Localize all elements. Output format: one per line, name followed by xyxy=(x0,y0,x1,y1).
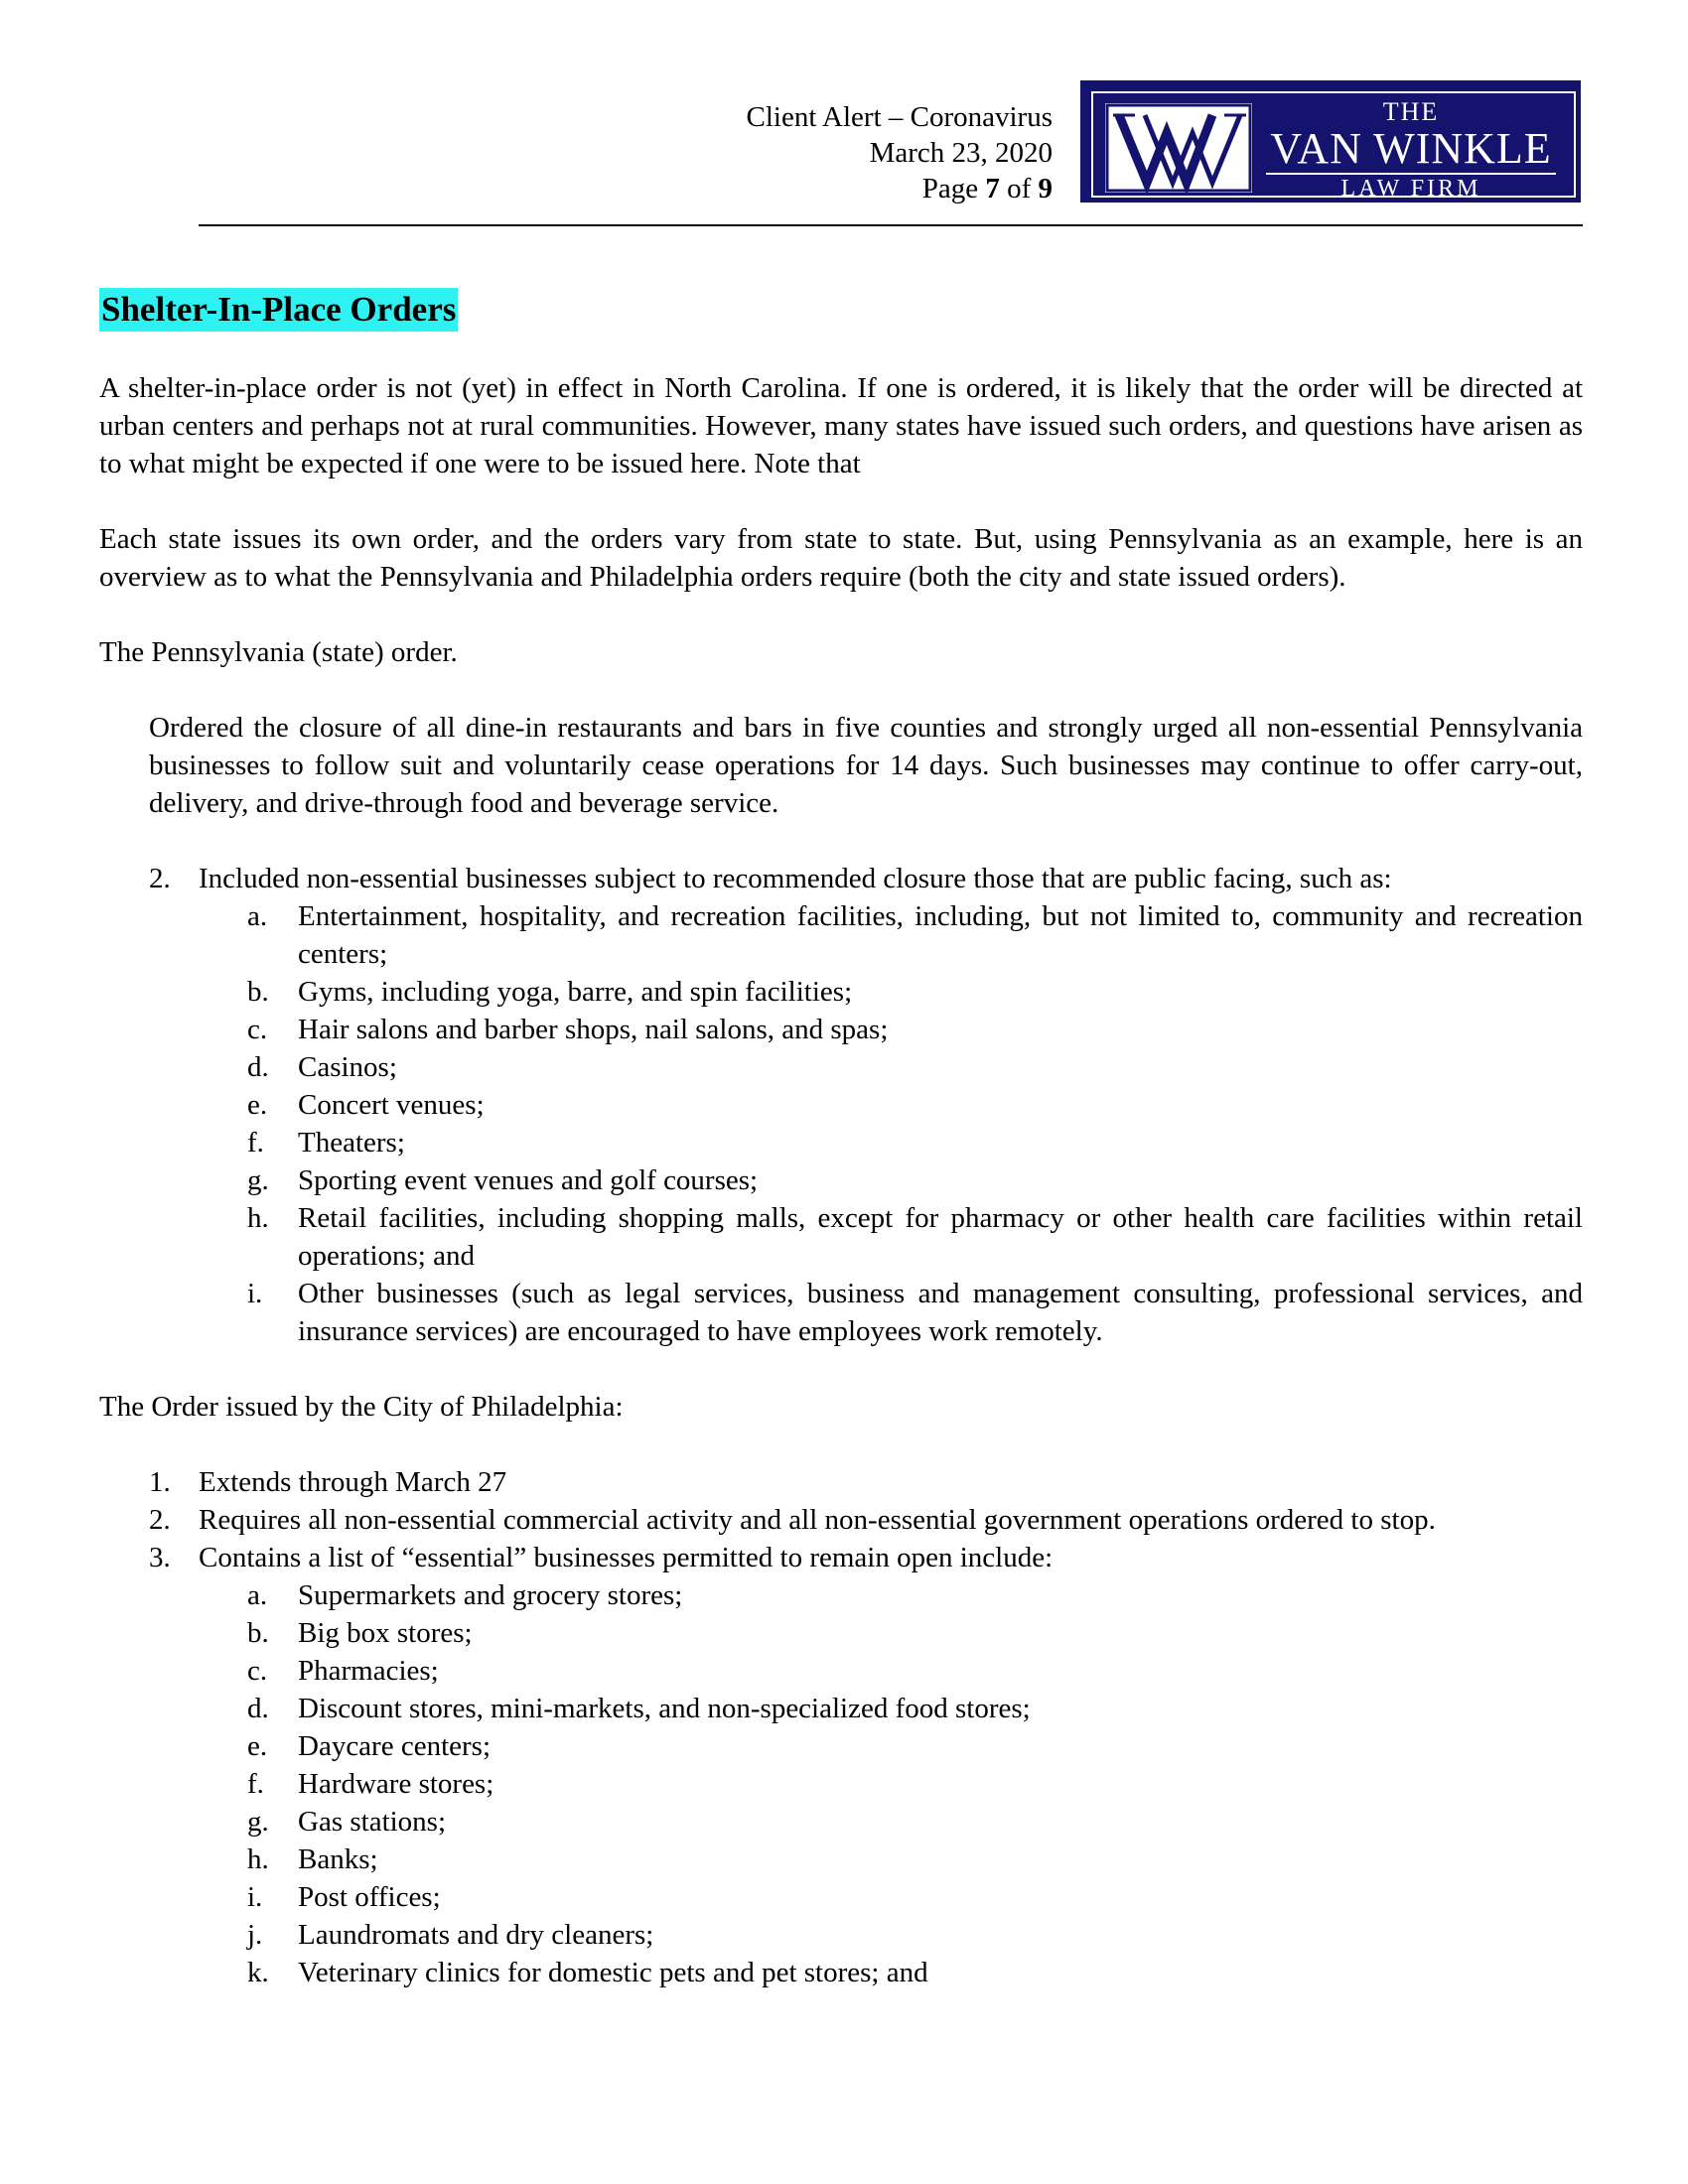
list-item-number: 2. xyxy=(149,863,171,894)
subitem-text: Laundromats and dry cleaners; xyxy=(298,1919,654,1951)
subitem-text: Sporting event venues and golf courses; xyxy=(298,1164,759,1196)
list-item-text: Extends through March 27 xyxy=(199,1466,507,1498)
logo-frame xyxy=(1091,91,1576,202)
list-subitem xyxy=(99,1652,1583,1690)
logo-firm-name: VAN WINKLE xyxy=(1266,127,1556,175)
list-subitem xyxy=(99,1803,1583,1841)
subitem-letter: i. xyxy=(247,1881,263,1913)
paragraph-pa-order-closure: Ordered the closure of all dine-in restaurants and bars in five counties and strongly urged all non-essential Pennsylvania businesses to follow suit and voluntarily cease operations for 14 days. Such businesses may continue to offer carry-out, delivery, and drive-through food and beverage service. xyxy=(149,712,1583,819)
subitem-letter: d. xyxy=(247,1051,269,1083)
subitem-letter: g. xyxy=(247,1806,269,1838)
section-title: Shelter-In-Place Orders xyxy=(99,288,458,332)
page-total: 9 xyxy=(1038,173,1053,205)
subitem-letter: a. xyxy=(247,900,268,932)
logo-law-firm: LAW FIRM xyxy=(1340,176,1481,202)
section-title-wrap xyxy=(99,288,1583,349)
document-body xyxy=(99,288,1583,2029)
subitem-letter: c. xyxy=(247,1014,268,1045)
list-item-text: Requires all non-essential commercial activity and all non-essential government operations ordered to stop. xyxy=(199,1504,1436,1536)
subitem-text: Post offices; xyxy=(298,1881,441,1913)
subitem-letter: i. xyxy=(247,1278,263,1309)
vw-monogram-icon xyxy=(1105,103,1252,193)
header-divider xyxy=(199,224,1583,226)
subitem-text: Discount stores, mini-markets, and non-specialized food stores; xyxy=(298,1693,1031,1724)
list-subitem xyxy=(99,1878,1583,1916)
subitem-text: Gyms, including yoga, barre, and spin facilities; xyxy=(298,976,853,1008)
list-subitem xyxy=(99,1727,1583,1765)
header-alert-title: Client Alert – Coronavirus xyxy=(746,101,1053,133)
subitem-letter: j. xyxy=(247,1919,263,1951)
list-subitem xyxy=(99,973,1583,1011)
list-subitem xyxy=(99,1199,1583,1275)
list-subitem xyxy=(99,1916,1583,1954)
subitem-text: Gas stations; xyxy=(298,1806,447,1838)
logo-wordmark xyxy=(1262,97,1560,203)
subitem-text: Casinos; xyxy=(298,1051,397,1083)
page-label: Page xyxy=(921,173,986,205)
list-subitem xyxy=(99,897,1583,973)
subitem-letter: b. xyxy=(247,1617,269,1649)
pa-order-sublist xyxy=(99,897,1583,1350)
list-subitem xyxy=(99,1086,1583,1124)
list-item xyxy=(99,860,1583,897)
list-item-number: 3. xyxy=(149,1542,171,1573)
subitem-text: Supermarkets and grocery stores; xyxy=(298,1579,683,1611)
subitem-text: Other businesses (such as legal services, business and management consulting, professional services, and insurance services) are encouraged to have employees work remotely. xyxy=(298,1278,1583,1347)
list-subitem xyxy=(99,1576,1583,1614)
philly-order-list xyxy=(99,1463,1583,1991)
header-page-number xyxy=(747,171,1054,206)
list-item xyxy=(99,1501,1583,1539)
list-item xyxy=(99,1539,1583,1576)
subitem-letter: f. xyxy=(247,1127,264,1159)
page-current: 7 xyxy=(985,173,1000,205)
subitem-letter: h. xyxy=(247,1843,269,1875)
subitem-text: Big box stores; xyxy=(298,1617,473,1649)
list-subitem xyxy=(99,1124,1583,1161)
subitem-letter: a. xyxy=(247,1579,268,1611)
list-item-text: Included non-essential businesses subject to recommended closure those that are public facing, such as: xyxy=(199,863,1392,894)
subitem-letter: g. xyxy=(247,1164,269,1196)
subitem-text: Veterinary clinics for domestic pets and pet stores; and xyxy=(298,1957,928,1988)
logo-the: THE xyxy=(1382,97,1440,126)
subitem-letter: c. xyxy=(247,1655,268,1687)
paragraph-overview: Each state issues its own order, and the orders vary from state to state. But, using Pennsylvania as an example, here is an overview as to what the Pennsylvania and Philadelphia orders require (both the city and state issued orders). xyxy=(99,523,1583,593)
subitem-letter: d. xyxy=(247,1693,269,1724)
header-date: March 23, 2020 xyxy=(869,137,1053,169)
paragraph-pa-order-heading: The Pennsylvania (state) order. xyxy=(99,636,458,668)
firm-logo xyxy=(1080,80,1581,203)
pa-order-list xyxy=(99,860,1583,1350)
list-subitem xyxy=(99,1765,1583,1803)
list-subitem xyxy=(99,1954,1583,1991)
subitem-letter: e. xyxy=(247,1730,268,1762)
list-item xyxy=(99,1463,1583,1501)
subitem-text: Theaters; xyxy=(298,1127,405,1159)
subitem-letter: f. xyxy=(247,1768,264,1800)
page-of: of xyxy=(999,173,1039,205)
paragraph-philly-order-heading: The Order issued by the City of Philadelphia: xyxy=(99,1391,624,1423)
subitem-text: Retail facilities, including shopping malls, except for pharmacy or other health care facilities within retail operations; and xyxy=(298,1202,1583,1272)
subitem-text: Hair salons and barber shops, nail salons, and spas; xyxy=(298,1014,889,1045)
subitem-text: Concert venues; xyxy=(298,1089,485,1121)
header-meta xyxy=(747,99,1054,206)
paragraph-intro: A shelter-in-place order is not (yet) in effect in North Carolina. If one is ordered, it is likely that the order will be directed at urban centers and perhaps not at rural communities. However, many states have issued such orders, and questions have arisen as to what might be expected if one were to be issued here. Note that xyxy=(99,372,1583,479)
subitem-letter: e. xyxy=(247,1089,268,1121)
list-item-number: 2. xyxy=(149,1504,171,1536)
subitem-text: Hardware stores; xyxy=(298,1768,494,1800)
list-item-number: 1. xyxy=(149,1466,171,1498)
subitem-text: Daycare centers; xyxy=(298,1730,492,1762)
subitem-text: Banks; xyxy=(298,1843,378,1875)
subitem-text: Entertainment, hospitality, and recreation facilities, including, but not limited to, community and recreation centers; xyxy=(298,900,1583,970)
list-subitem xyxy=(99,1161,1583,1199)
list-subitem xyxy=(99,1011,1583,1048)
list-subitem xyxy=(99,1690,1583,1727)
list-subitem xyxy=(99,1614,1583,1652)
list-item-text: Contains a list of “essential” businesses permitted to remain open include: xyxy=(199,1542,1054,1573)
subitem-text: Pharmacies; xyxy=(298,1655,439,1687)
subitem-letter: b. xyxy=(247,976,269,1008)
list-subitem xyxy=(99,1048,1583,1086)
subitem-letter: h. xyxy=(247,1202,269,1234)
philly-order-sublist xyxy=(99,1576,1583,1991)
list-subitem xyxy=(99,1841,1583,1878)
subitem-letter: k. xyxy=(247,1957,269,1988)
list-subitem xyxy=(99,1275,1583,1350)
